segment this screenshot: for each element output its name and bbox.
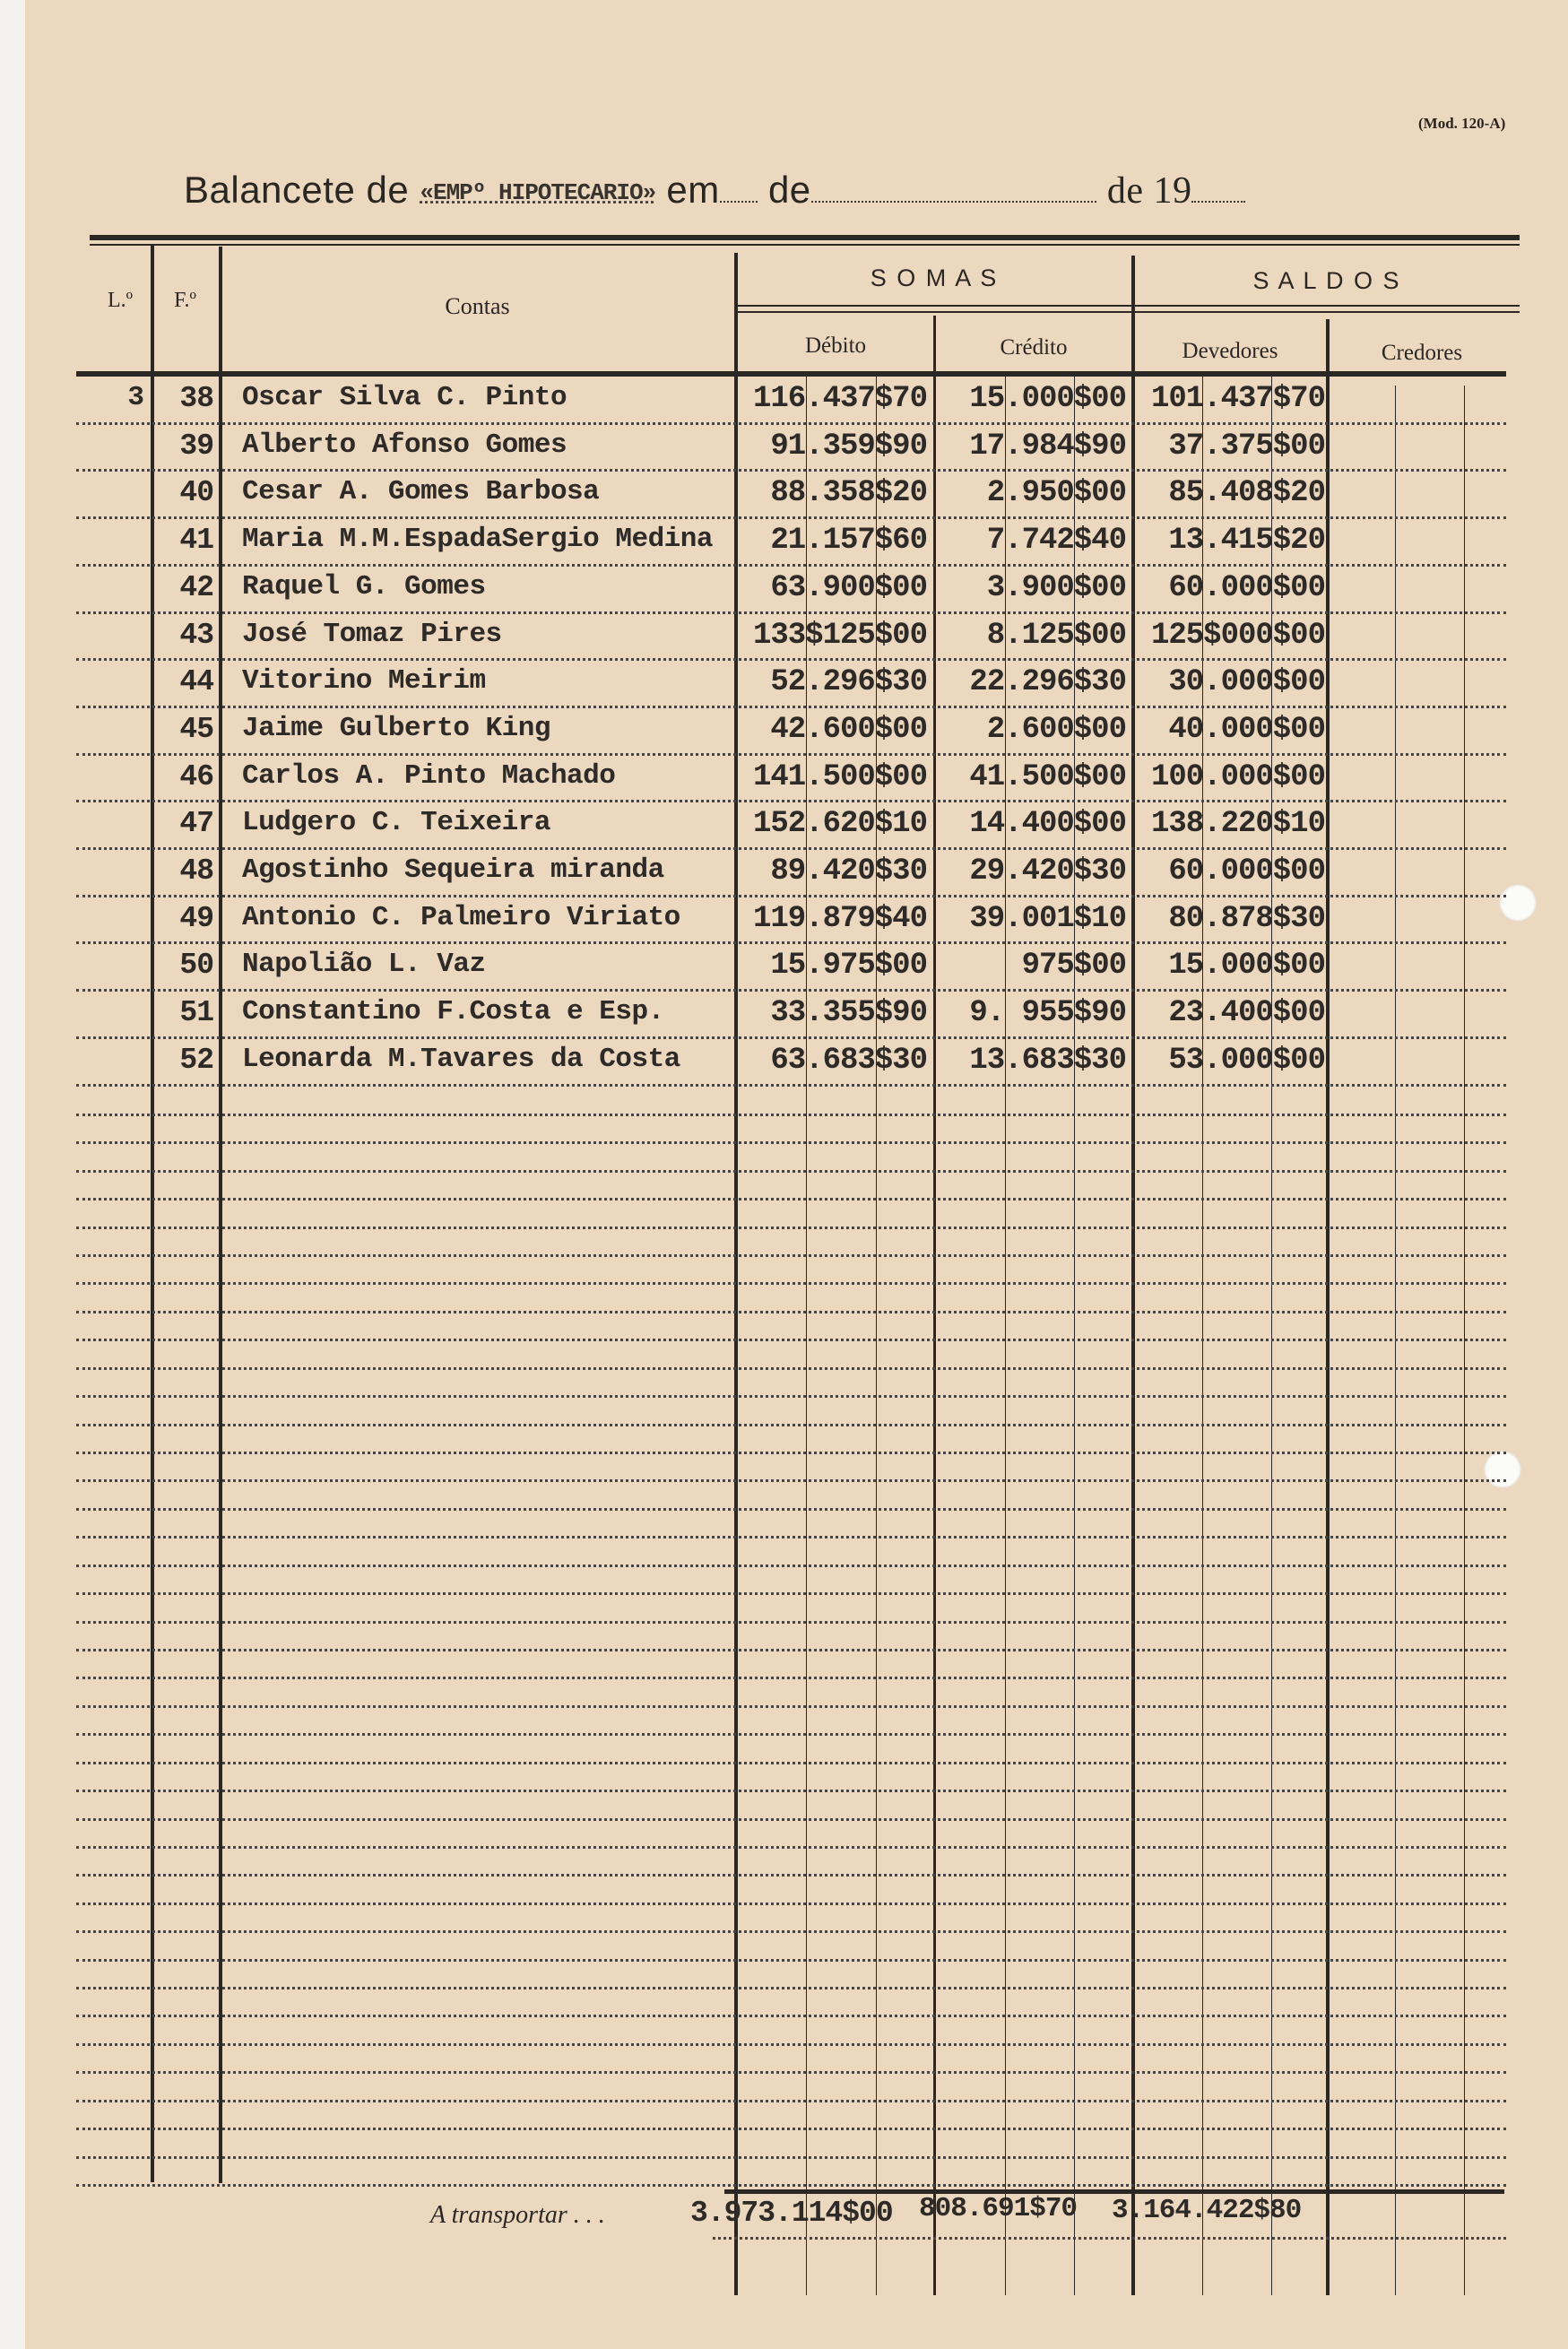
cell-devedores: 60.000$00: [1168, 570, 1325, 605]
empty-row-rule: [76, 1452, 1506, 1454]
cell-folha: 49: [179, 901, 213, 935]
cell-devedores: 40.000$00: [1168, 712, 1325, 747]
cell-credito: 29.420$30: [969, 854, 1126, 888]
empty-row-rule: [76, 1254, 1506, 1257]
row-rule: [76, 1084, 1506, 1087]
title-prefix: Balancete de: [184, 169, 410, 211]
cell-debito: 91.359$90: [770, 429, 927, 464]
empty-row-rule: [76, 1565, 1506, 1567]
row-rule: [76, 941, 1506, 944]
empty-row-rule: [76, 1141, 1506, 1144]
cell-folha: 41: [179, 524, 213, 558]
totals-underline: [713, 2237, 1506, 2240]
empty-row-rule: [76, 1508, 1506, 1511]
empty-row-rule: [76, 1903, 1506, 1905]
cell-debito: 63.900$00: [770, 570, 927, 605]
header-credores: Credores: [1381, 341, 1463, 365]
empty-row-rule: [76, 1311, 1506, 1313]
header-folha: F.º: [174, 289, 196, 312]
row-rule: [76, 895, 1506, 897]
header-saldos: S A L D O S: [1252, 267, 1401, 294]
cell-folha: 39: [179, 429, 213, 463]
cell-devedores: 60.000$00: [1168, 854, 1325, 888]
empty-row-rule: [76, 1874, 1506, 1877]
cell-credito: 39.001$10: [969, 901, 1126, 936]
row-rule: [76, 800, 1506, 802]
empty-row-rule: [76, 1930, 1506, 1933]
subcol-devedores-1: [1202, 377, 1203, 2295]
top-rule-thick: [90, 235, 1520, 240]
punch-hole-top: [1499, 884, 1537, 922]
cell-credito: 17.984$90: [969, 429, 1126, 464]
empty-row-rule: [76, 1959, 1506, 1962]
empty-row-rule: [76, 1621, 1506, 1624]
empty-row-rule: [76, 1198, 1506, 1201]
empty-row-rule: [76, 2128, 1506, 2130]
cell-credito: 13.683$30: [969, 1043, 1126, 1078]
row-rule: [76, 847, 1506, 850]
form-code: (Mod. 120-A): [1418, 115, 1506, 132]
empty-row-rule: [76, 2156, 1506, 2159]
divider-folha-contas: [219, 247, 222, 2183]
cell-credito: 2.600$00: [986, 712, 1126, 747]
cell-conta: Napolião L. Vaz: [242, 949, 486, 981]
cell-credito: 14.400$00: [969, 807, 1126, 842]
subcol-credito-2: [1074, 377, 1075, 2295]
cell-devedores: 138.220$10: [1150, 807, 1325, 842]
cell-devedores: 101.437$70: [1150, 382, 1325, 416]
cell-devedores: 100.000$00: [1150, 759, 1325, 794]
cell-conta: Oscar Silva C. Pinto: [242, 382, 567, 413]
empty-row-rule: [76, 1705, 1506, 1708]
header-contas: Contas: [445, 293, 510, 319]
cell-devedores: 37.375$00: [1168, 429, 1325, 464]
empty-row-rule: [76, 1227, 1506, 1229]
cell-conta: Leonarda M.Tavares da Costa: [242, 1043, 680, 1075]
carry-forward-label: A transportar . . .: [430, 2201, 605, 2229]
subcol-debito-2: [876, 377, 877, 2295]
row-rule: [76, 658, 1506, 661]
subcol-devedores-2: [1271, 377, 1272, 2295]
cell-credito: 975$00: [1021, 949, 1126, 984]
row-rule: [76, 516, 1506, 519]
cell-devedores: 15.000$00: [1168, 949, 1325, 984]
cell-conta: Vitorino Meirim: [242, 665, 486, 698]
cell-conta: José Tomaz Pires: [242, 618, 502, 650]
cell-debito: 42.600$00: [770, 712, 927, 747]
month-blank: [811, 170, 1096, 203]
cell-folha: 40: [179, 476, 213, 510]
empty-row-rule: [76, 2184, 1506, 2187]
header-somas: S O M A S: [870, 264, 999, 291]
cell-conta: Ludgero C. Teixeira: [242, 807, 550, 839]
empty-row-rule: [76, 1114, 1506, 1116]
empty-row-rule: [76, 2015, 1506, 2017]
row-rule: [76, 422, 1506, 425]
cell-conta: Antonio C. Palmeiro Viriato: [242, 901, 680, 933]
header-devedores: Devedores: [1182, 339, 1278, 363]
somas-saldos-rule-1: [737, 305, 1520, 307]
empty-row-rule: [76, 1649, 1506, 1651]
empty-row-rule: [76, 1790, 1506, 1792]
punch-hole-bottom: [1484, 1451, 1521, 1488]
cell-debito: 141.500$00: [752, 759, 927, 794]
row-rule: [76, 469, 1506, 472]
empty-row-rule: [76, 1846, 1506, 1849]
empty-row-rule: [76, 1282, 1506, 1285]
empty-row-rule: [76, 1367, 1506, 1370]
empty-row-rule: [76, 2071, 1506, 2074]
title-de2: de 19: [1106, 170, 1192, 212]
cell-conta: Agostinho Sequeira miranda: [242, 854, 664, 886]
cell-debito: 63.683$30: [770, 1043, 927, 1078]
empty-row-rule: [76, 1479, 1506, 1482]
cell-devedores: 80.878$30: [1168, 901, 1325, 936]
title-de1: de: [767, 169, 811, 211]
empty-row-rule: [76, 1818, 1506, 1821]
cell-devedores: 30.000$00: [1168, 665, 1325, 700]
empty-row-rule: [76, 1762, 1506, 1764]
row-rule: [76, 989, 1506, 992]
cell-debito: 52.296$30: [770, 665, 927, 700]
cell-debito: 116.437$70: [752, 382, 927, 416]
cell-folha: 45: [179, 712, 213, 746]
cell-credito: 41.500$00: [969, 759, 1126, 794]
cell-debito: 89.420$30: [770, 854, 927, 888]
cell-devedores: 13.415$20: [1168, 524, 1325, 559]
cell-credito: 8.125$00: [986, 618, 1126, 653]
cell-devedores: 85.408$20: [1168, 476, 1325, 511]
cell-livro: 3: [127, 382, 143, 413]
cell-credito: 15.000$00: [969, 382, 1126, 416]
cell-folha: 48: [179, 854, 213, 888]
somas-saldos-rule-2: [737, 311, 1520, 313]
row-rule: [76, 706, 1506, 708]
cell-credito: 2.950$00: [986, 476, 1126, 511]
header-livro: L.º: [107, 289, 134, 312]
total-devedores: 3.164.422$80: [1112, 2195, 1302, 2226]
cell-debito: 88.358$20: [770, 476, 927, 511]
cell-conta: Maria M.M.EspadaSergio Medina: [242, 524, 713, 556]
cell-debito: 152.620$10: [752, 807, 927, 842]
title-entity: «EMPº HIPOTECARIO»: [420, 179, 656, 206]
year-blank: [1191, 170, 1245, 203]
day-blank: [720, 170, 758, 203]
cell-conta: Carlos A. Pinto Machado: [242, 759, 616, 792]
empty-row-rule: [76, 1733, 1506, 1736]
cell-debito: 133$125$00: [752, 618, 927, 653]
cell-folha: 50: [179, 949, 213, 983]
cell-folha: 52: [179, 1043, 213, 1077]
empty-row-rule: [76, 1987, 1506, 1989]
header-bottom-rule: [76, 371, 1506, 377]
subcol-debito-1: [806, 377, 807, 2295]
header-debito: Débito: [804, 334, 867, 358]
cell-conta: Raquel G. Gomes: [242, 570, 486, 602]
empty-row-rule: [76, 1536, 1506, 1539]
cell-credito: 9. 955$90: [969, 996, 1126, 1031]
cell-credito: 3.900$00: [986, 570, 1126, 605]
divider-devedores-credores: [1326, 319, 1330, 2295]
title-em: em: [666, 169, 720, 211]
row-rule: [76, 753, 1506, 756]
total-debito: 3.973.114$00: [690, 2197, 893, 2230]
empty-row-rule: [76, 1339, 1506, 1341]
cell-debito: 119.879$40: [752, 901, 927, 936]
empty-row-rule: [76, 2100, 1506, 2102]
cell-folha: 38: [179, 382, 213, 415]
top-rule-thin: [90, 244, 1520, 246]
row-rule: [76, 1036, 1506, 1039]
empty-row-rule: [76, 1592, 1506, 1595]
cell-credito: 22.296$30: [969, 665, 1126, 700]
cell-debito: 33.355$90: [770, 996, 927, 1031]
cell-conta: Cesar A. Gomes Barbosa: [242, 476, 600, 508]
cell-conta: Constantino F.Costa e Esp.: [242, 996, 664, 1028]
cell-folha: 42: [179, 570, 213, 604]
cell-folha: 44: [179, 665, 213, 699]
cell-folha: 47: [179, 807, 213, 841]
subcol-credito-1: [1005, 377, 1006, 2295]
row-rule: [76, 611, 1506, 614]
cell-folha: 51: [179, 996, 213, 1030]
empty-row-rule: [76, 1677, 1506, 1679]
header-credito: Crédito: [1000, 335, 1068, 360]
cell-folha: 46: [179, 759, 213, 793]
cell-devedores: 125$000$00: [1150, 618, 1325, 653]
cell-debito: 21.157$60: [770, 524, 927, 559]
cell-conta: Jaime Gulberto King: [242, 712, 550, 744]
cell-conta: Alberto Afonso Gomes: [242, 429, 567, 461]
row-rule: [76, 564, 1506, 567]
empty-row-rule: [76, 2043, 1506, 2046]
empty-row-rule: [76, 1424, 1506, 1426]
empty-row-rule: [76, 1170, 1506, 1173]
cell-credito: 7.742$40: [986, 524, 1126, 559]
empty-row-rule: [76, 1395, 1506, 1398]
total-credito: 808.691$70: [919, 2193, 1078, 2224]
cell-folha: 43: [179, 618, 213, 652]
cell-debito: 15.975$00: [770, 949, 927, 984]
page-title: [184, 169, 1245, 212]
cell-devedores: 53.000$00: [1168, 1043, 1325, 1078]
cell-devedores: 23.400$00: [1168, 996, 1325, 1031]
